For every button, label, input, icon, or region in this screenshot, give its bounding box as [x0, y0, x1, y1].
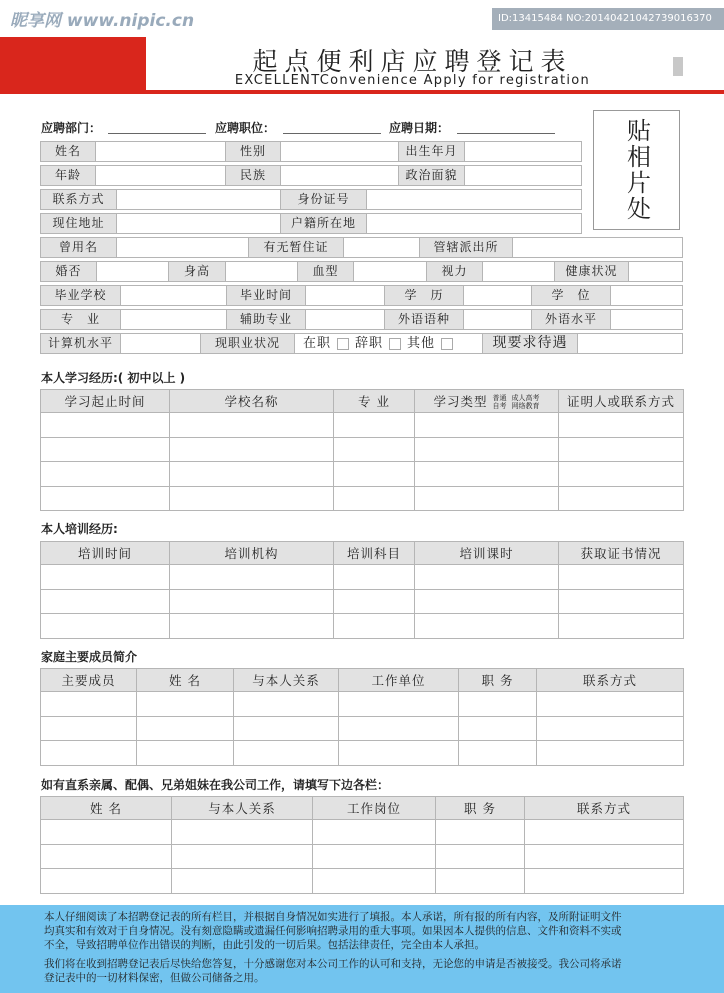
- status-checkbox[interactable]: [441, 338, 453, 350]
- table-cell[interactable]: [334, 614, 415, 639]
- apply-date-field[interactable]: [457, 133, 555, 134]
- table-cell[interactable]: [137, 692, 234, 717]
- table-cell[interactable]: [525, 869, 684, 894]
- table-row: [41, 614, 684, 639]
- table-row: [41, 844, 684, 869]
- table-cell[interactable]: [459, 741, 537, 766]
- page-subtitle: EXCELLENTConvenience Apply for registration: [234, 73, 591, 88]
- column-header: [559, 390, 684, 413]
- declaration-line: 本人仔细阅读了本招聘登记表的所有栏目，并根据自身情况如实进行了填报。本人承诺，所有报的所有内容，及所附证明文件: [44, 911, 622, 923]
- column-header-label: 与本人关系: [252, 673, 320, 688]
- field-input[interactable]: [483, 262, 555, 281]
- column-header-label: 培训科目: [346, 546, 401, 561]
- table-cell[interactable]: [415, 565, 559, 590]
- column-header: [459, 669, 537, 692]
- column-header: [334, 542, 415, 565]
- field-label: 辅助专业: [227, 310, 306, 329]
- field-input[interactable]: [611, 310, 684, 329]
- study-table: [40, 389, 684, 511]
- status-option-label: 其他: [407, 336, 436, 351]
- column-header: [415, 542, 559, 565]
- field-input[interactable]: [281, 142, 399, 161]
- table-cell[interactable]: [334, 565, 415, 590]
- field-label: 现住地址: [41, 214, 117, 233]
- table-cell[interactable]: [339, 741, 459, 766]
- photo-box[interactable]: [593, 110, 680, 230]
- table-cell[interactable]: [334, 486, 415, 511]
- form-row: [40, 285, 683, 306]
- declaration-line: 登记表中的一切材料保密，但做公司储备之用。: [44, 972, 265, 985]
- status-option-label: 辞职: [355, 336, 384, 351]
- field-label: 现要求待遇: [483, 334, 578, 353]
- field-input[interactable]: [117, 190, 281, 209]
- table-cell[interactable]: [334, 462, 415, 487]
- table-cell[interactable]: [170, 413, 334, 438]
- column-header-label: 学习类型: [433, 393, 488, 409]
- field-input[interactable]: [611, 286, 684, 305]
- field-label: 外语水平: [532, 310, 611, 329]
- column-header: [41, 390, 170, 413]
- column-header: [559, 542, 684, 565]
- field-label: 外语语种: [385, 310, 464, 329]
- table-cell[interactable]: [559, 589, 684, 614]
- field-label: 身高: [169, 262, 226, 281]
- table-cell[interactable]: [415, 614, 559, 639]
- table-cell[interactable]: [334, 413, 415, 438]
- field-input[interactable]: [281, 166, 399, 185]
- column-header: [234, 669, 339, 692]
- column-header: [525, 797, 684, 820]
- column-header-label: 联系方式: [576, 801, 631, 816]
- column-header: [170, 542, 334, 565]
- field-label: 婚否: [41, 262, 97, 281]
- table-cell[interactable]: [234, 716, 339, 741]
- field-input[interactable]: [117, 214, 281, 233]
- table-row: [41, 589, 684, 614]
- field-label: 出生年月: [399, 142, 465, 161]
- apply-position-label: 应聘职位：: [215, 121, 276, 135]
- column-header: [41, 669, 137, 692]
- field-label: 学 历: [385, 286, 464, 305]
- declaration-line: 均真实和有效对于自身情况。没有刻意隐瞒或遗漏任何影响招聘录用的重大事项。如果因本人提供的信息、文件和资料不实或: [44, 924, 622, 937]
- field-input[interactable]: [578, 334, 684, 353]
- header-red-line: [0, 90, 724, 94]
- table-cell[interactable]: [41, 716, 137, 741]
- study-title: 本人学习经历:( 初中以上 ): [41, 371, 186, 385]
- column-header: [339, 669, 459, 692]
- table-cell[interactable]: [415, 437, 559, 462]
- status-checkbox[interactable]: [337, 338, 349, 350]
- table-cell[interactable]: [170, 614, 334, 639]
- form-row: [40, 189, 582, 210]
- column-header: [537, 669, 684, 692]
- table-cell[interactable]: [137, 741, 234, 766]
- relatives-title: 如有直系亲属、配偶、兄弟姐妹在我公司工作，请填写下边各栏：: [41, 778, 390, 792]
- field-label: 联系方式: [41, 190, 117, 209]
- column-header-label: 培训时间: [77, 546, 132, 561]
- table-cell[interactable]: [559, 437, 684, 462]
- field-input[interactable]: [465, 142, 583, 161]
- column-header-label: 专 业: [358, 394, 390, 409]
- form-row: [40, 237, 683, 258]
- table-cell[interactable]: [559, 486, 684, 511]
- family-title: 家庭主要成员简介: [41, 650, 138, 664]
- field-input[interactable]: [464, 310, 532, 329]
- table-row: [41, 716, 684, 741]
- table-cell[interactable]: [41, 565, 170, 590]
- column-header-label: 培训机构: [224, 546, 279, 561]
- table-cell[interactable]: [436, 820, 525, 845]
- apply-position-field[interactable]: [283, 133, 381, 134]
- field-input[interactable]: [465, 166, 583, 185]
- table-cell[interactable]: [334, 437, 415, 462]
- field-label: 健康状况: [555, 262, 629, 281]
- photo-label: 贴相片处: [622, 118, 651, 222]
- field-input[interactable]: [96, 142, 226, 161]
- table-cell[interactable]: [172, 844, 313, 869]
- column-header-label: 职 务: [464, 801, 496, 816]
- status-option-label: 在职: [303, 336, 332, 351]
- column-header-label: 工作岗位: [346, 801, 401, 816]
- table-cell[interactable]: [41, 486, 170, 511]
- form-row: [40, 333, 683, 354]
- field-input[interactable]: [464, 286, 532, 305]
- field-input[interactable]: [354, 262, 427, 281]
- table-row: [41, 565, 684, 590]
- table-cell[interactable]: [537, 741, 684, 766]
- table-cell[interactable]: [436, 869, 525, 894]
- field-input[interactable]: [117, 238, 249, 257]
- status-checkbox[interactable]: [389, 338, 401, 350]
- family-table: [40, 668, 684, 766]
- column-header-label: 学校名称: [224, 394, 279, 409]
- table-cell[interactable]: [234, 741, 339, 766]
- table-cell[interactable]: [170, 462, 334, 487]
- table-cell[interactable]: [41, 589, 170, 614]
- table-cell[interactable]: [41, 462, 170, 487]
- table-row: [41, 462, 684, 487]
- field-label: 血型: [298, 262, 354, 281]
- field-label: 管辖派出所: [420, 238, 513, 257]
- column-header: [313, 797, 436, 820]
- table-cell[interactable]: [537, 716, 684, 741]
- form-row: [40, 213, 582, 234]
- form-row: [40, 261, 683, 282]
- field-label: 性别: [226, 142, 281, 161]
- column-header: [436, 797, 525, 820]
- study-type-note: 成人高考 网络教育: [511, 394, 540, 411]
- field-input[interactable]: [344, 238, 420, 257]
- field-input[interactable]: [306, 286, 385, 305]
- apply-dept-field[interactable]: [108, 133, 206, 134]
- form-row: [40, 165, 582, 186]
- column-header: [170, 390, 334, 413]
- table-cell[interactable]: [313, 869, 436, 894]
- table-cell[interactable]: [41, 820, 172, 845]
- field-label: 姓名: [41, 142, 96, 161]
- column-header-label: 学习起止时间: [64, 394, 146, 409]
- table-cell[interactable]: [41, 844, 172, 869]
- table-cell[interactable]: [170, 437, 334, 462]
- training-table: [40, 541, 684, 639]
- table-cell[interactable]: [459, 716, 537, 741]
- field-label: 户籍所在地: [281, 214, 367, 233]
- field-label: 有无暂住证: [249, 238, 344, 257]
- table-cell[interactable]: [170, 486, 334, 511]
- table-cell[interactable]: [41, 741, 137, 766]
- study-type-note: 普通 自考: [492, 394, 507, 411]
- field-input[interactable]: [306, 310, 385, 329]
- apply-dept-label: 应聘部门：: [41, 121, 102, 135]
- field-label: 计算机水平: [41, 334, 121, 353]
- table-cell[interactable]: [415, 486, 559, 511]
- form-row: [40, 141, 582, 162]
- field-label: 视力: [427, 262, 483, 281]
- table-row: [41, 869, 684, 894]
- field-label: 现职业状况: [201, 334, 295, 353]
- table-cell[interactable]: [137, 716, 234, 741]
- table-row: [41, 741, 684, 766]
- field-label: 专 业: [41, 310, 121, 329]
- table-cell[interactable]: [415, 413, 559, 438]
- field-input[interactable]: [97, 262, 169, 281]
- page-title: 起点便利店应聘登记表: [252, 47, 573, 76]
- field-label: 曾用名: [41, 238, 117, 257]
- table-cell[interactable]: [339, 692, 459, 717]
- table-cell[interactable]: [172, 820, 313, 845]
- table-row: [41, 413, 684, 438]
- field-input[interactable]: [226, 262, 298, 281]
- relatives-table: [40, 796, 684, 894]
- apply-date-label: 应聘日期：: [389, 121, 450, 135]
- table-cell[interactable]: [415, 589, 559, 614]
- table-cell[interactable]: [313, 844, 436, 869]
- column-header-label: 职 务: [481, 673, 514, 688]
- table-cell[interactable]: [334, 589, 415, 614]
- column-header: [172, 797, 313, 820]
- table-cell[interactable]: [525, 820, 684, 845]
- column-header-label: 获取证书情况: [580, 546, 662, 561]
- column-header-label: 姓 名: [169, 673, 201, 688]
- header-red-block: [0, 37, 146, 92]
- field-label: 学 位: [532, 286, 611, 305]
- field-input[interactable]: [121, 286, 227, 305]
- field-label: 身份证号: [281, 190, 367, 209]
- form-row: [40, 309, 683, 330]
- table-cell[interactable]: [41, 869, 172, 894]
- table-cell[interactable]: [41, 692, 137, 717]
- employment-status-options: [295, 334, 483, 353]
- table-cell[interactable]: [436, 844, 525, 869]
- table-cell[interactable]: [559, 565, 684, 590]
- column-header: [41, 542, 170, 565]
- column-header: [415, 390, 559, 413]
- field-label: 毕业时间: [227, 286, 306, 305]
- column-header-label: 工作单位: [371, 673, 426, 688]
- table-cell[interactable]: [559, 614, 684, 639]
- field-input[interactable]: [121, 334, 201, 353]
- column-header-label: 姓 名: [90, 801, 122, 816]
- field-input[interactable]: [629, 262, 684, 281]
- table-cell[interactable]: [559, 462, 684, 487]
- table-cell[interactable]: [41, 437, 170, 462]
- table-cell[interactable]: [559, 413, 684, 438]
- table-cell[interactable]: [170, 565, 334, 590]
- table-cell[interactable]: [339, 716, 459, 741]
- table-row: [41, 486, 684, 511]
- column-header-label: 主要成员: [61, 673, 116, 688]
- table-cell[interactable]: [525, 844, 684, 869]
- table-cell[interactable]: [415, 462, 559, 487]
- table-cell[interactable]: [537, 692, 684, 717]
- declaration-line: 我们将在收到招聘登记表后尽快给您答复，十分感谢您对本公司工作的认可和支持，无论您的申请是否被接受。我公司将承诺: [44, 958, 622, 971]
- table-cell[interactable]: [41, 413, 170, 438]
- field-label: 民族: [226, 166, 281, 185]
- column-header-label: 培训课时: [459, 546, 514, 561]
- field-input[interactable]: [367, 190, 583, 209]
- column-header-label: 联系方式: [582, 673, 637, 688]
- declaration-text: [44, 911, 684, 986]
- column-header-label: 证明人或联系方式: [566, 394, 675, 409]
- training-title: 本人培训经历:: [41, 522, 118, 536]
- field-label: 政治面貌: [399, 166, 465, 185]
- table-cell[interactable]: [234, 692, 339, 717]
- table-row: [41, 820, 684, 845]
- table-row: [41, 437, 684, 462]
- table-cell[interactable]: [170, 589, 334, 614]
- field-input[interactable]: [513, 238, 684, 257]
- table-cell[interactable]: [459, 692, 537, 717]
- table-cell[interactable]: [172, 869, 313, 894]
- watermark-logo: 昵享网 www.nipic.cn: [10, 11, 195, 31]
- column-header: [334, 390, 415, 413]
- field-label: 年龄: [41, 166, 96, 185]
- table-row: [41, 692, 684, 717]
- table-cell[interactable]: [313, 820, 436, 845]
- field-input[interactable]: [96, 166, 226, 185]
- decor-bar: [673, 57, 683, 76]
- field-label: 毕业学校: [41, 286, 121, 305]
- column-header: [41, 797, 172, 820]
- declaration-line: 不全，导致招聘单位作出错误的判断，由此引发的一切后果。包括法律责任，完全由本人承担。: [44, 938, 485, 951]
- column-header-label: 与本人关系: [208, 801, 276, 816]
- field-input[interactable]: [121, 310, 227, 329]
- column-header: [137, 669, 234, 692]
- watermark-id: ID:13415484 NO:20140421042739016370: [492, 8, 724, 30]
- field-input[interactable]: [367, 214, 583, 233]
- table-cell[interactable]: [41, 614, 170, 639]
